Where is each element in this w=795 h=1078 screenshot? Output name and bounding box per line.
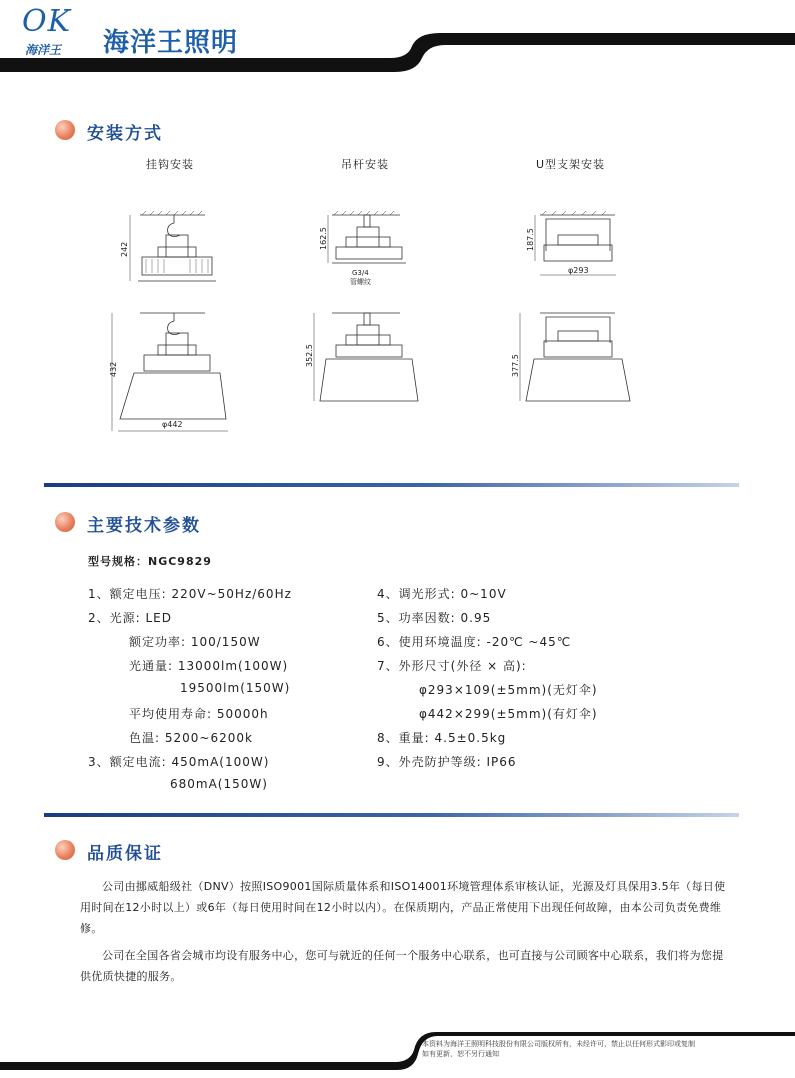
spec-right-3: 6、使用环境温度: -20℃ ~45℃ bbox=[377, 635, 572, 649]
spec-left-2: 2、光源: LED bbox=[88, 611, 173, 625]
spec-right-4: 7、外形尺寸(外径 × 高): bbox=[377, 659, 527, 673]
dim-ubracket-diameter: φ293 bbox=[568, 266, 589, 275]
spec-right-8: 9、外壳防护等级: IP66 bbox=[377, 755, 517, 769]
dim-hook-large: 432 bbox=[109, 361, 118, 377]
spec-right-5: φ293×109(±5mm)(无灯伞) bbox=[419, 683, 598, 697]
dim-rod-large: 352.5 bbox=[305, 344, 314, 367]
footer-line-1: 本资料为海洋王照明科技股份有限公司版权所有，未经许可，禁止以任何形式影印或复制 bbox=[422, 1040, 695, 1048]
spec-left-6: 平均使用寿命: 50000h bbox=[129, 707, 269, 721]
hook-mount-small-drawing bbox=[130, 211, 216, 281]
spec-right-6: φ442×299(±5mm)(有灯伞) bbox=[419, 707, 598, 721]
installation-title: 安装方式 bbox=[87, 124, 163, 144]
spec-left-8: 3、额定电流: 450mA(100W) bbox=[88, 755, 270, 769]
dim-rod-thread-b: 管螺纹 bbox=[350, 278, 371, 286]
brand-name: 海洋王照明 bbox=[103, 28, 239, 58]
footer-line-2: 如有更新，恕不另行通知 bbox=[422, 1050, 499, 1058]
spec-right-7: 8、重量: 4.5±0.5kg bbox=[377, 731, 507, 745]
quality-paragraph-1: 公司由挪威船级社（DNV）按照ISO9001国际质量体系和ISO14001环境管理体系审核认证，光源及灯具保用3.5年（每日使用时间在12小时以上）或6年（每日使用时间在12小时以内）。在保质期内，产品正常使用下出现任何故障，由本公司负责免费维修。 bbox=[80, 880, 726, 935]
rod-mount-small-drawing bbox=[328, 211, 406, 263]
spec-right-2: 5、功率因数: 0.95 bbox=[377, 611, 492, 625]
section-divider bbox=[44, 483, 739, 487]
specs-title: 主要技术参数 bbox=[87, 516, 201, 536]
dim-ubracket-small: 187.5 bbox=[526, 228, 535, 251]
spec-left-9: 680mA(150W) bbox=[170, 777, 268, 791]
dim-rod-small: 162.5 bbox=[319, 227, 328, 250]
ubracket-mount-large-drawing bbox=[520, 313, 630, 401]
bullet-icon bbox=[55, 840, 75, 860]
logo-mark: OK bbox=[22, 4, 72, 39]
spec-left-7: 色温: 5200~6200k bbox=[129, 731, 253, 745]
hook-mount-large-drawing bbox=[112, 313, 228, 431]
rod-mount-large-drawing bbox=[314, 313, 418, 401]
spec-right-1: 4、调光形式: 0~10V bbox=[377, 587, 507, 601]
model-number: 型号规格：NGC9829 bbox=[88, 555, 212, 568]
dim-rod-thread-a: G3/4 bbox=[352, 269, 369, 277]
bullet-icon bbox=[55, 120, 75, 140]
logo-subtext: 海洋王 bbox=[25, 43, 62, 57]
install-label-hook: 挂钩安装 bbox=[146, 158, 194, 171]
footer-copyright bbox=[422, 1039, 782, 1059]
spec-left-3: 额定功率: 100/150W bbox=[129, 635, 261, 649]
dim-hook-diameter: φ442 bbox=[162, 420, 183, 429]
spec-left-4: 光通量: 13000lm(100W) bbox=[129, 659, 289, 673]
dim-hook-small: 242 bbox=[120, 241, 129, 257]
installation-drawings bbox=[100, 205, 660, 445]
install-label-rod: 吊杆安装 bbox=[341, 158, 389, 171]
section-divider bbox=[44, 813, 739, 817]
quality-title: 品质保证 bbox=[87, 844, 163, 864]
install-label-ubracket: U型支架安装 bbox=[536, 158, 606, 171]
quality-paragraph-2: 公司在全国各省会城市均设有服务中心，您可与就近的任何一个服务中心联系，也可直接与公司顾客中心联系，我们将为您提供优质快捷的服务。 bbox=[80, 949, 724, 983]
bullet-icon bbox=[55, 512, 75, 532]
dim-ubracket-large: 377.5 bbox=[511, 354, 520, 377]
spec-left-5: 19500lm(150W) bbox=[180, 681, 291, 695]
spec-left-1: 1、额定电压: 220V~50Hz/60Hz bbox=[88, 587, 292, 601]
